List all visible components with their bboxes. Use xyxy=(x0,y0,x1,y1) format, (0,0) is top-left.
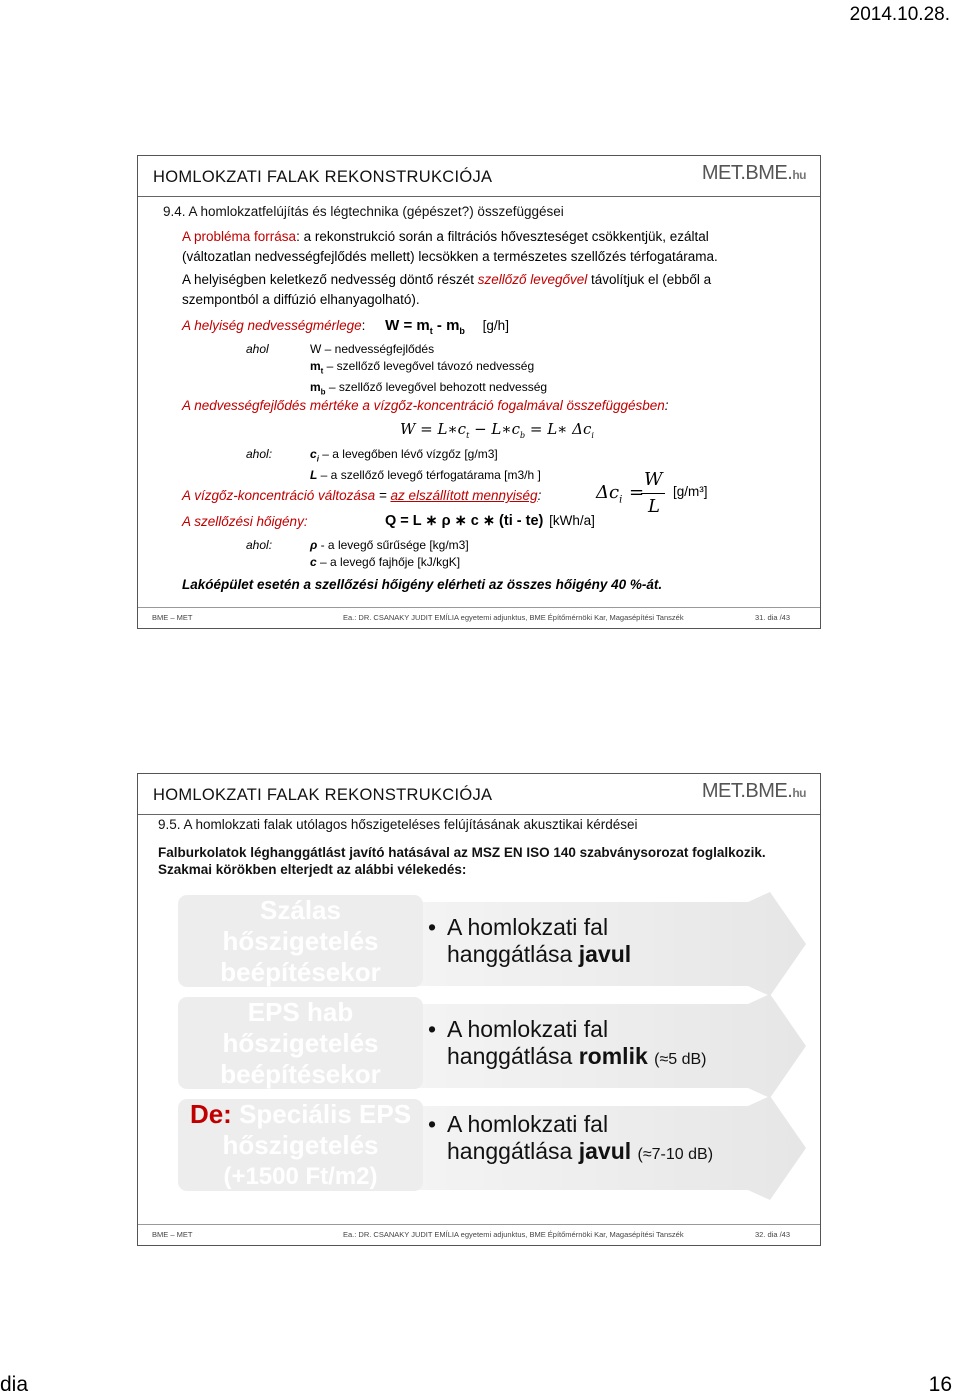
slide-footer: BME – MET Ea.: DR. CSANAKY JUDIT EMÍLIA egyetemi adjunktus, BME Építőmérnöki Kar, Magasépítési Tanszék 32. dia /43 xyxy=(138,1224,820,1245)
header-divider xyxy=(138,814,820,815)
slide-32: HOMLOKZATI FALAK REKONSTRUKCIÓJA MET.BME.hu 9.5. A homlokzati falak utólagos hőszigeteléses felújításának akusztikai kérdései Falburkolatok léghanggátlást javító hatásával az MSZ EN ISO 140 szabványsorozat foglalkozik. Szakmai körökben elterjedt az alábbi vélekedés: Szálas hőszigetelés beépítésekor EPS hab hőszigetelés beépítésekor De: Speciális EPS hőszigetelés (+1500 Ft/m2) • A homlokzati fal hanggátlása javul • A homlokzati fal hanggátlása romlik (≈5 dB) • A homlokzati fal hanggátlása javul (≈7-10 dB) BME – MET Ea.: DR. CSANAKY JUDIT EMÍLIA egyetemi adjunktus, BME Építőmérnöki Kar, Magasépítési Tanszék 32. dia /43 xyxy=(137,773,821,1246)
ahol-label-2: ahol: xyxy=(246,447,273,461)
paragraph-problem: A probléma forrása: a rekonstrukció során a filtrációs hőveszteséget csökkentjük, ezáltal (változatlan nedvességfejlődés mellett) lecsökken a természetes szellőzés térfogatárama. xyxy=(182,229,718,264)
option-fiber-insulation: Szálas hőszigetelés beépítésekor xyxy=(178,895,423,987)
heat-demand-label: A szellőzési hőigény: xyxy=(182,514,308,529)
definition-list-3: ρ - a levegő sűrűsége [kg/m3] c – a levegő fajhője [kJ/kgK] xyxy=(310,538,469,569)
ahol-label-1: ahol xyxy=(246,342,269,356)
section-heading: 9.4. A homlokzatfelújítás és légtechnika (gépészet?) összefüggései xyxy=(163,204,564,219)
ahol-label-3: ahol: xyxy=(246,538,273,552)
moisture-balance: A helyiség nedvességmérlege: $W = m_t - m_b$ [g/h] xyxy=(182,317,509,336)
met-bme-logo: MET.BME.hu xyxy=(701,162,806,184)
definition-list-2: $c_i$ – a levegőben lévő vízgőz [g/m3] L – a szellőző levegő térfogatárama [m3/h ] xyxy=(310,447,541,483)
intro-text: Falburkolatok léghanggátlást javító hatásával az MSZ EN ISO 140 szabványsorozat foglalkozik. Szakmai körökben elterjedt az alábbi vélekedés: xyxy=(158,845,766,877)
slide-footer: BME – MET Ea.: DR. CSANAKY JUDIT EMÍLIA egyetemi adjunktus, BME Építőmérnöki Kar, Magasépítési Tanszék 31. dia /43 xyxy=(138,607,820,628)
heat-demand-formula: Q = L ∗ ρ ∗ c ∗ (ti - te) [kWh/a] xyxy=(385,513,595,529)
met-bme-logo: MET.BME.hu xyxy=(701,780,806,802)
slide-header xyxy=(138,774,820,814)
slide-31: HOMLOKZATI FALAK REKONSTRUKCIÓJA MET.BME.hu 9.4. A homlokzatfelújítás és légtechnika (gépészet?) összefüggései A probléma forrása: a rekonstrukció során a filtrációs hőveszteséget csökkentjük, ezáltal (változatlan nedvességfejlődés mellett) lecsökken a természetes szellőzés térfogatárama. A helyiségben keletkező nedvesség döntő részét szellőző levegővel távolítjuk el (ebből a szempontból a diffúzió elhanyagolható). A helyiség nedvességmérlege: $W = m_t - m_b$ [g/h] ahol W – nedvességfejlődés $m_t$ – szellőző levegővel távozó nedvesség $m_b$ – szellőző levegővel behozott nedvesség A nedvességfejlődés mértéke a vízgőz-koncentráció fogalmával összefüggésben: $W = L∗c_t$ − $L∗c_b$ = L∗ $\Delta c_i$ ahol: $c_i$ – a levegőben lévő vízgőz [g/m3] L – a szellőző levegő térfogatárama [m3/h ] A vízgőz-koncentráció változása = az elszállított mennyiség: $\Delta c_i$ = W L [g/m³] A szellőzési hőigény: Q = L ∗ ρ ∗ c ∗ (ti - te) [kWh/a] ahol: ρ - a levegő sűrűsége [kg/m3] c – a levegő fajhője [kJ/kgK] Lakóépület esetén a szellőzési hőigény elérheti az összes hőigény 40 %-át. BME – MET Ea.: DR. CSANAKY JUDIT EMÍLIA egyetemi adjunktus, BME Építőmérnöki Kar, Magasépítési Tanszék 31. dia /43 xyxy=(137,155,821,629)
paragraph-moisture: A helyiségben keletkező nedvesség döntő részét szellőző levegővel távolítjuk el (ebből a szempontból a diffúzió elhanyagolható). xyxy=(182,272,712,307)
page-label: dia xyxy=(0,1373,29,1396)
slide-title: HOMLOKZATI FALAK REKONSTRUKCIÓJA xyxy=(153,168,493,186)
option-eps-insulation: EPS hab hőszigetelés beépítésekor xyxy=(178,997,423,1089)
option-special-eps: De: Speciális EPS hőszigetelés (+1500 Ft/m2) xyxy=(178,1099,423,1191)
concentration-equation: $W = L∗c_t$ − $L∗c_b$ = L∗ $\Delta c_i$ xyxy=(400,420,594,440)
section-heading: 9.5. A homlokzati falak utólagos hőszigeteléses felújításának akusztikai kérdései xyxy=(158,817,638,832)
header-divider xyxy=(138,196,820,197)
concentration-change: A vízgőz-koncentráció változása = az elszállított mennyiség: xyxy=(182,488,542,503)
slide-header xyxy=(138,156,820,196)
page-number: 16 xyxy=(928,1373,952,1396)
definition-list-1: W – nedvességfejlődés $m_t$ – szellőző levegővel távozó nedvesség $m_b$ – szellőző levegővel behozott nedvesség xyxy=(310,342,548,397)
conclusion: Lakóépület esetén a szellőzési hőigény elérheti az összes hőigény 40 %-át. xyxy=(182,577,663,592)
concentration-heading: A nedvességfejlődés mértéke a vízgőz-koncentráció fogalmával összefüggésben: xyxy=(182,398,669,413)
slide-title: HOMLOKZATI FALAK REKONSTRUKCIÓJA xyxy=(153,786,493,804)
print-date: 2014.10.28. xyxy=(849,4,950,25)
